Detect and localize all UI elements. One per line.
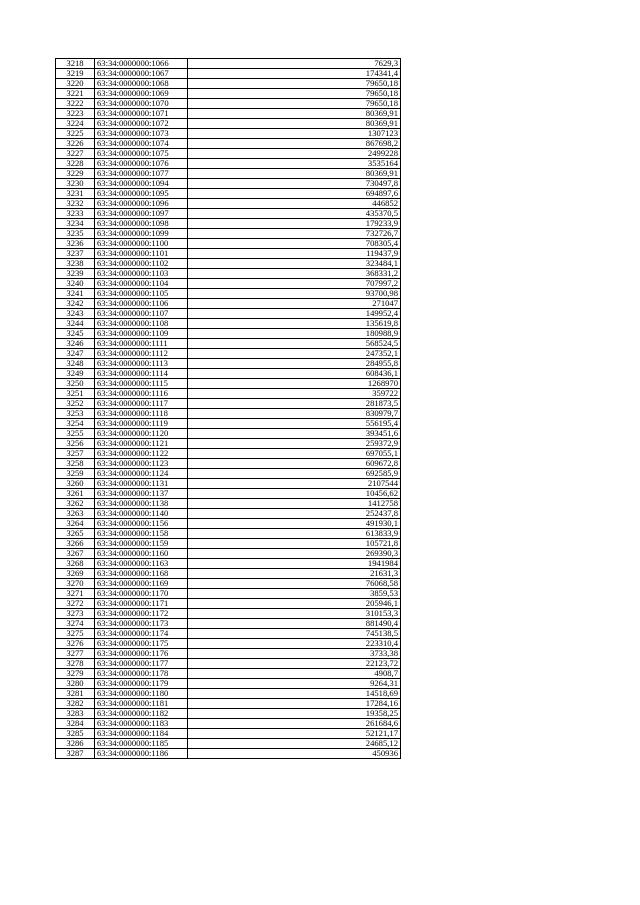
table-row: [56, 539, 401, 549]
table-row: [56, 319, 401, 329]
cadastral-number-cell: 63:34:0000000:1113: [95, 359, 188, 369]
table-row: [56, 169, 401, 179]
row-number-cell: 3240: [56, 279, 95, 289]
table-row: [56, 209, 401, 219]
row-number-cell: 3222: [56, 99, 95, 109]
cadastral-number-cell: 63:34:0000000:1095: [95, 189, 188, 199]
value-cell: 556195,4: [188, 419, 401, 429]
row-number-cell: 3260: [56, 479, 95, 489]
row-number-cell: 3262: [56, 499, 95, 509]
cadastral-number-cell: 63:34:0000000:1104: [95, 279, 188, 289]
table-row: [56, 229, 401, 239]
cadastral-number-cell: 63:34:0000000:1182: [95, 709, 188, 719]
value-cell: 180988,9: [188, 329, 401, 339]
row-number-cell: 3248: [56, 359, 95, 369]
value-cell: 247352,1: [188, 349, 401, 359]
value-cell: 135619,8: [188, 319, 401, 329]
row-number-cell: 3257: [56, 449, 95, 459]
cadastral-number-cell: 63:34:0000000:1120: [95, 429, 188, 439]
cadastral-number-cell: 63:34:0000000:1105: [95, 289, 188, 299]
table-row: [56, 549, 401, 559]
cadastral-number-cell: 63:34:0000000:1071: [95, 109, 188, 119]
row-number-cell: 3264: [56, 519, 95, 529]
value-cell: 80369,91: [188, 109, 401, 119]
table-row: [56, 379, 401, 389]
row-number-cell: 3267: [56, 549, 95, 559]
value-cell: 205946,1: [188, 599, 401, 609]
value-cell: 435370,5: [188, 209, 401, 219]
table-row: [56, 439, 401, 449]
cadastral-number-cell: 63:34:0000000:1160: [95, 549, 188, 559]
table-row: [56, 89, 401, 99]
cadastral-number-cell: 63:34:0000000:1179: [95, 679, 188, 689]
row-number-cell: 3265: [56, 529, 95, 539]
table-row: [56, 199, 401, 209]
table-row: [56, 579, 401, 589]
table-row: [56, 729, 401, 739]
cadastral-number-cell: 63:34:0000000:1178: [95, 669, 188, 679]
cadastral-number-cell: 63:34:0000000:1156: [95, 519, 188, 529]
value-cell: 21631,3: [188, 569, 401, 579]
value-cell: 1268970: [188, 379, 401, 389]
value-cell: 2499228: [188, 149, 401, 159]
table-row: [56, 329, 401, 339]
cadastral-number-cell: 63:34:0000000:1140: [95, 509, 188, 519]
cadastral-number-cell: 63:34:0000000:1118: [95, 409, 188, 419]
value-cell: 149952,4: [188, 309, 401, 319]
table-row: [56, 739, 401, 749]
cadastral-number-cell: 63:34:0000000:1100: [95, 239, 188, 249]
cadastral-number-cell: 63:34:0000000:1070: [95, 99, 188, 109]
value-cell: 14518,69: [188, 689, 401, 699]
table-row: [56, 369, 401, 379]
value-cell: 80369,91: [188, 169, 401, 179]
row-number-cell: 3253: [56, 409, 95, 419]
cadastral-number-cell: 63:34:0000000:1122: [95, 449, 188, 459]
row-number-cell: 3271: [56, 589, 95, 599]
cadastral-number-cell: 63:34:0000000:1075: [95, 149, 188, 159]
table-row: [56, 259, 401, 269]
row-number-cell: 3286: [56, 739, 95, 749]
value-cell: 52121,17: [188, 729, 401, 739]
value-cell: 4908,7: [188, 669, 401, 679]
row-number-cell: 3239: [56, 269, 95, 279]
cadastral-number-cell: 63:34:0000000:1069: [95, 89, 188, 99]
table-row: [56, 519, 401, 529]
cadastral-number-cell: 63:34:0000000:1172: [95, 609, 188, 619]
table-row: [56, 719, 401, 729]
cadastral-number-cell: 63:34:0000000:1073: [95, 129, 188, 139]
row-number-cell: 3234: [56, 219, 95, 229]
table-row: [56, 589, 401, 599]
table-row: [56, 59, 401, 69]
table-row: [56, 149, 401, 159]
value-cell: 22123,72: [188, 659, 401, 669]
row-number-cell: 3251: [56, 389, 95, 399]
cadastral-number-cell: 63:34:0000000:1184: [95, 729, 188, 739]
row-number-cell: 3250: [56, 379, 95, 389]
value-cell: 93700,98: [188, 289, 401, 299]
table-row: [56, 749, 401, 759]
value-cell: 708305,4: [188, 239, 401, 249]
table-row: [56, 249, 401, 259]
row-number-cell: 3233: [56, 209, 95, 219]
row-number-cell: 3266: [56, 539, 95, 549]
cadastral-number-cell: 63:34:0000000:1074: [95, 139, 188, 149]
table-row: [56, 69, 401, 79]
value-cell: 368331,2: [188, 269, 401, 279]
cadastral-number-cell: 63:34:0000000:1114: [95, 369, 188, 379]
table-row: [56, 679, 401, 689]
value-cell: 179233,9: [188, 219, 401, 229]
table-row: [56, 119, 401, 129]
row-number-cell: 3245: [56, 329, 95, 339]
cadastral-number-cell: 63:34:0000000:1173: [95, 619, 188, 629]
value-cell: 323484,1: [188, 259, 401, 269]
row-number-cell: 3229: [56, 169, 95, 179]
row-number-cell: 3270: [56, 579, 95, 589]
table-row: [56, 559, 401, 569]
cadastral-number-cell: 63:34:0000000:1185: [95, 739, 188, 749]
table-row: [56, 349, 401, 359]
cadastral-number-cell: 63:34:0000000:1176: [95, 649, 188, 659]
row-number-cell: 3284: [56, 719, 95, 729]
table-row: [56, 709, 401, 719]
table-row: [56, 649, 401, 659]
row-number-cell: 3287: [56, 749, 95, 759]
table-row: [56, 459, 401, 469]
table-row: [56, 99, 401, 109]
cadastral-number-cell: 63:34:0000000:1115: [95, 379, 188, 389]
value-cell: 3733,38: [188, 649, 401, 659]
cadastral-number-cell: 63:34:0000000:1077: [95, 169, 188, 179]
value-cell: 568524,5: [188, 339, 401, 349]
cadastral-number-cell: 63:34:0000000:1099: [95, 229, 188, 239]
cadastral-number-cell: 63:34:0000000:1177: [95, 659, 188, 669]
value-cell: 694897,6: [188, 189, 401, 199]
value-cell: 223310,4: [188, 639, 401, 649]
cadastral-number-cell: 63:34:0000000:1180: [95, 689, 188, 699]
table-row: [56, 619, 401, 629]
value-cell: 10456,62: [188, 489, 401, 499]
row-number-cell: 3247: [56, 349, 95, 359]
value-cell: 830979,7: [188, 409, 401, 419]
cadastral-number-cell: 63:34:0000000:1107: [95, 309, 188, 319]
value-cell: 1307123: [188, 129, 401, 139]
row-number-cell: 3283: [56, 709, 95, 719]
cadastral-value-table: [55, 58, 401, 759]
cadastral-number-cell: 63:34:0000000:1170: [95, 589, 188, 599]
cadastral-number-cell: 63:34:0000000:1181: [95, 699, 188, 709]
row-number-cell: 3246: [56, 339, 95, 349]
row-number-cell: 3220: [56, 79, 95, 89]
value-cell: 284955,8: [188, 359, 401, 369]
value-cell: 79650,18: [188, 99, 401, 109]
cadastral-number-cell: 63:34:0000000:1163: [95, 559, 188, 569]
table-row: [56, 339, 401, 349]
cadastral-number-cell: 63:34:0000000:1159: [95, 539, 188, 549]
cadastral-number-cell: 63:34:0000000:1171: [95, 599, 188, 609]
value-cell: 732726,7: [188, 229, 401, 239]
value-cell: 881490,4: [188, 619, 401, 629]
cadastral-number-cell: 63:34:0000000:1123: [95, 459, 188, 469]
cadastral-number-cell: 63:34:0000000:1103: [95, 269, 188, 279]
table-row: [56, 639, 401, 649]
cadastral-number-cell: 63:34:0000000:1111: [95, 339, 188, 349]
table-row: [56, 159, 401, 169]
cadastral-number-cell: 63:34:0000000:1112: [95, 349, 188, 359]
cadastral-number-cell: 63:34:0000000:1097: [95, 209, 188, 219]
value-cell: 450936: [188, 749, 401, 759]
row-number-cell: 3232: [56, 199, 95, 209]
table-row: [56, 699, 401, 709]
row-number-cell: 3274: [56, 619, 95, 629]
value-cell: 608436,1: [188, 369, 401, 379]
table-row: [56, 179, 401, 189]
row-number-cell: 3279: [56, 669, 95, 679]
value-cell: 79650,18: [188, 79, 401, 89]
value-cell: 281873,5: [188, 399, 401, 409]
row-number-cell: 3259: [56, 469, 95, 479]
row-number-cell: 3218: [56, 59, 95, 69]
table-row: [56, 79, 401, 89]
table-row: [56, 489, 401, 499]
row-number-cell: 3280: [56, 679, 95, 689]
table-row: [56, 609, 401, 619]
cadastral-number-cell: 63:34:0000000:1094: [95, 179, 188, 189]
row-number-cell: 3241: [56, 289, 95, 299]
row-number-cell: 3268: [56, 559, 95, 569]
value-cell: 261684,6: [188, 719, 401, 729]
row-number-cell: 3242: [56, 299, 95, 309]
row-number-cell: 3277: [56, 649, 95, 659]
cadastral-number-cell: 63:34:0000000:1138: [95, 499, 188, 509]
row-number-cell: 3227: [56, 149, 95, 159]
value-cell: 707997,2: [188, 279, 401, 289]
value-cell: 697055,1: [188, 449, 401, 459]
table-row: [56, 129, 401, 139]
value-cell: 17284,16: [188, 699, 401, 709]
cadastral-number-cell: 63:34:0000000:1131: [95, 479, 188, 489]
value-cell: 613833,9: [188, 529, 401, 539]
row-number-cell: 3221: [56, 89, 95, 99]
value-cell: 359722: [188, 389, 401, 399]
table-row: [56, 289, 401, 299]
cadastral-number-cell: 63:34:0000000:1116: [95, 389, 188, 399]
value-cell: 1941984: [188, 559, 401, 569]
table-row: [56, 109, 401, 119]
row-number-cell: 3231: [56, 189, 95, 199]
cadastral-number-cell: 63:34:0000000:1158: [95, 529, 188, 539]
row-number-cell: 3282: [56, 699, 95, 709]
table-row: [56, 659, 401, 669]
table-row: [56, 309, 401, 319]
row-number-cell: 3226: [56, 139, 95, 149]
table-row: [56, 419, 401, 429]
value-cell: 609672,8: [188, 459, 401, 469]
row-number-cell: 3273: [56, 609, 95, 619]
value-cell: 105721,8: [188, 539, 401, 549]
table-row: [56, 299, 401, 309]
table-row: [56, 219, 401, 229]
cadastral-number-cell: 63:34:0000000:1117: [95, 399, 188, 409]
cadastral-number-cell: 63:34:0000000:1098: [95, 219, 188, 229]
row-number-cell: 3278: [56, 659, 95, 669]
table-row: [56, 359, 401, 369]
value-cell: 24685,12: [188, 739, 401, 749]
value-cell: 259372,9: [188, 439, 401, 449]
value-cell: 393451,6: [188, 429, 401, 439]
table-row: [56, 449, 401, 459]
table-row: [56, 399, 401, 409]
value-cell: 174341,4: [188, 69, 401, 79]
value-cell: 76068,58: [188, 579, 401, 589]
row-number-cell: 3237: [56, 249, 95, 259]
value-cell: 119437,9: [188, 249, 401, 259]
value-cell: 9264,31: [188, 679, 401, 689]
table-row: [56, 269, 401, 279]
table-row: [56, 429, 401, 439]
table-row: [56, 189, 401, 199]
value-cell: 79650,18: [188, 89, 401, 99]
table-row: [56, 469, 401, 479]
value-cell: 3535164: [188, 159, 401, 169]
row-number-cell: 3255: [56, 429, 95, 439]
table-row: [56, 389, 401, 399]
value-cell: 310153,3: [188, 609, 401, 619]
table-row: [56, 669, 401, 679]
table-body: [56, 59, 401, 759]
row-number-cell: 3224: [56, 119, 95, 129]
value-cell: 692585,9: [188, 469, 401, 479]
row-number-cell: 3263: [56, 509, 95, 519]
table-row: [56, 569, 401, 579]
table-row: [56, 409, 401, 419]
cadastral-number-cell: 63:34:0000000:1109: [95, 329, 188, 339]
cadastral-number-cell: 63:34:0000000:1169: [95, 579, 188, 589]
row-number-cell: 3219: [56, 69, 95, 79]
row-number-cell: 3275: [56, 629, 95, 639]
cadastral-number-cell: 63:34:0000000:1101: [95, 249, 188, 259]
row-number-cell: 3223: [56, 109, 95, 119]
cadastral-number-cell: 63:34:0000000:1137: [95, 489, 188, 499]
row-number-cell: 3258: [56, 459, 95, 469]
table-row: [56, 599, 401, 609]
row-number-cell: 3236: [56, 239, 95, 249]
cadastral-number-cell: 63:34:0000000:1183: [95, 719, 188, 729]
value-cell: 252437,8: [188, 509, 401, 519]
table-row: [56, 529, 401, 539]
table-row: [56, 139, 401, 149]
row-number-cell: 3244: [56, 319, 95, 329]
table-row: [56, 509, 401, 519]
cadastral-number-cell: 63:34:0000000:1121: [95, 439, 188, 449]
row-number-cell: 3281: [56, 689, 95, 699]
value-cell: 446852: [188, 199, 401, 209]
row-number-cell: 3272: [56, 599, 95, 609]
table-row: [56, 689, 401, 699]
cadastral-number-cell: 63:34:0000000:1102: [95, 259, 188, 269]
cadastral-number-cell: 63:34:0000000:1096: [95, 199, 188, 209]
cadastral-number-cell: 63:34:0000000:1168: [95, 569, 188, 579]
value-cell: 80369,91: [188, 119, 401, 129]
row-number-cell: 3276: [56, 639, 95, 649]
value-cell: 2107544: [188, 479, 401, 489]
value-cell: 271047: [188, 299, 401, 309]
row-number-cell: 3261: [56, 489, 95, 499]
row-number-cell: 3228: [56, 159, 95, 169]
row-number-cell: 3238: [56, 259, 95, 269]
cadastral-number-cell: 63:34:0000000:1067: [95, 69, 188, 79]
cadastral-number-cell: 63:34:0000000:1124: [95, 469, 188, 479]
table-row: [56, 279, 401, 289]
value-cell: 491930,1: [188, 519, 401, 529]
cadastral-number-cell: 63:34:0000000:1175: [95, 639, 188, 649]
cadastral-number-cell: 63:34:0000000:1076: [95, 159, 188, 169]
table-row: [56, 499, 401, 509]
value-cell: 269390,3: [188, 549, 401, 559]
value-cell: 3859,53: [188, 589, 401, 599]
cadastral-number-cell: 63:34:0000000:1066: [95, 59, 188, 69]
value-cell: 1412758: [188, 499, 401, 509]
table-row: [56, 629, 401, 639]
cadastral-number-cell: 63:34:0000000:1119: [95, 419, 188, 429]
value-cell: 7629,3: [188, 59, 401, 69]
cadastral-number-cell: 63:34:0000000:1108: [95, 319, 188, 329]
value-cell: 19358,25: [188, 709, 401, 719]
row-number-cell: 3249: [56, 369, 95, 379]
row-number-cell: 3235: [56, 229, 95, 239]
row-number-cell: 3254: [56, 419, 95, 429]
row-number-cell: 3256: [56, 439, 95, 449]
table-row: [56, 239, 401, 249]
cadastral-number-cell: 63:34:0000000:1174: [95, 629, 188, 639]
row-number-cell: 3285: [56, 729, 95, 739]
cadastral-number-cell: 63:34:0000000:1068: [95, 79, 188, 89]
row-number-cell: 3225: [56, 129, 95, 139]
table-row: [56, 479, 401, 489]
value-cell: 730497,8: [188, 179, 401, 189]
row-number-cell: 3252: [56, 399, 95, 409]
value-cell: 745138,5: [188, 629, 401, 639]
row-number-cell: 3243: [56, 309, 95, 319]
row-number-cell: 3269: [56, 569, 95, 579]
value-cell: 867698,2: [188, 139, 401, 149]
cadastral-number-cell: 63:34:0000000:1106: [95, 299, 188, 309]
row-number-cell: 3230: [56, 179, 95, 189]
cadastral-number-cell: 63:34:0000000:1072: [95, 119, 188, 129]
cadastral-number-cell: 63:34:0000000:1186: [95, 749, 188, 759]
